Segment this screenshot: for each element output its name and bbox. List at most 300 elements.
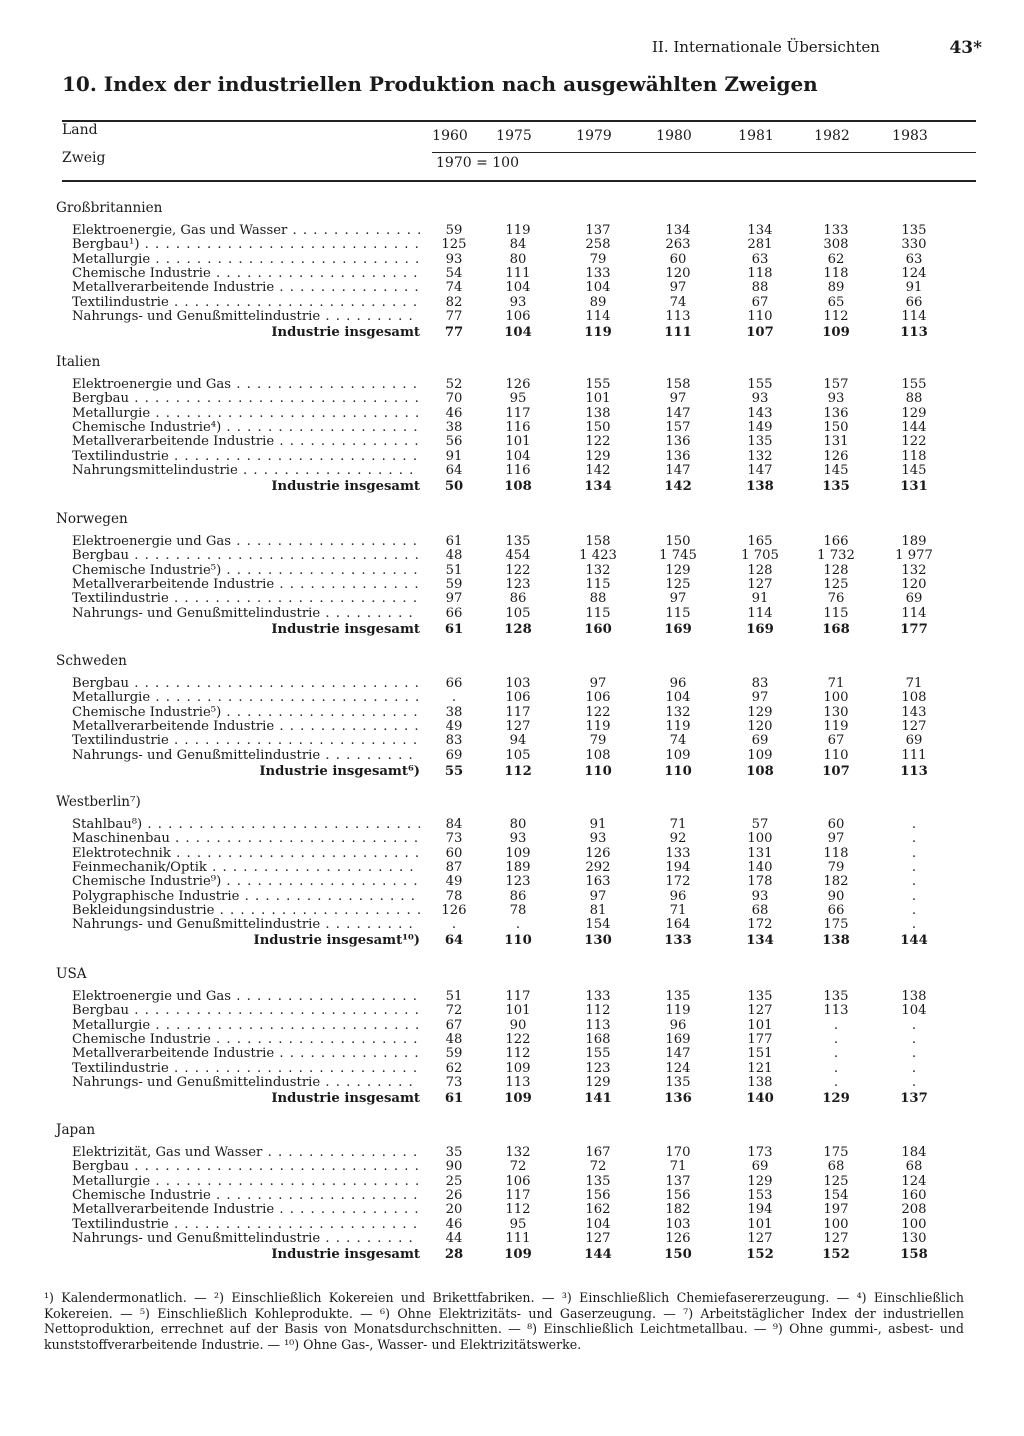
value-cell: 88 [589,591,607,607]
branch-label: Elektroenergie und Gas . . . [72,535,420,550]
branch-label: Feinmechanik/Optik . . . [72,861,420,876]
value-cell: 150 [664,1247,692,1263]
value-cell: . [451,690,457,706]
table-row [0,592,1024,607]
branch-label: Metallurgie . . . [72,1019,420,1034]
branch-label: Metallverarbeitende Industrie . . . [72,1203,420,1218]
value-cell: 119 [665,1003,691,1019]
table-row [0,1062,1024,1077]
value-cell: 128 [504,621,532,637]
value-cell: 101 [747,1216,773,1232]
top-rule [62,120,976,122]
branch-label: Elektroenergie und Gas . . . [72,378,420,393]
value-cell: 169 [664,621,692,637]
value-cell: 86 [509,888,527,904]
value-cell: 126 [505,377,531,392]
value-cell: 67 [445,1017,463,1033]
value-cell: 106 [585,690,611,706]
table-row [0,549,1024,564]
value-cell: 94 [509,733,527,749]
value-cell: 97 [445,591,463,607]
value-cell: 119 [665,718,691,734]
value-cell: 113 [585,1017,611,1033]
value-cell: 44 [445,1230,463,1246]
value-cell: 77 [444,325,464,341]
value-cell: 119 [823,718,849,734]
value-cell: 135 [585,1173,611,1189]
value-cell: 93 [445,251,463,267]
branch-label: Nahrungs- und Genußmittelindustrie . . . [72,918,420,933]
value-cell: . [911,902,917,918]
value-cell: 104 [665,690,691,706]
branch-label: Metallurgie . . . [72,407,420,422]
value-cell: 60 [445,845,463,861]
branch-label: Metallverarbeitende Industrie . . . [72,281,420,296]
value-cell: . [833,1060,839,1076]
value-cell: 308 [823,237,849,253]
value-cell: 155 [585,377,611,392]
value-cell: 28 [444,1247,464,1263]
value-cell: 130 [823,704,849,720]
footnote-text: ¹) Kalendermonatlich. — ²) Einschließlich Kokereien und Brikettfabriken. — ³) Einschließlich Chemiefasererzeugung. — ⁴) Einschließlich Kokereien. — ⁵) Einschließlich Kohleprodukte. — ⁶) Ohne Elektrizitäts- und Gaserzeugung. — ⁷) Arbeitstäglicher Index der industriellen Nettoproduktion, errechnet auf der Basis von Monatsdurchschnitten. — ⁸) Einschließlich Leichtmetallbau. — ⁹) Ohne gummi-, asbest- und kunststoffverarbeitende Industrie. — ¹⁰) Ohne Gas-, Wasser- und Elektrizitätswerke. [44,1290,964,1352]
value-cell: 117 [505,1187,531,1203]
table-row [0,918,1024,933]
value-cell: 208 [901,1202,927,1218]
value-cell: . [833,1046,839,1062]
branch-label: Bergbau¹) . . . [72,238,420,253]
value-cell: 134 [746,933,774,949]
country-name: Großbritannien [56,200,163,216]
head-bottom-rule [62,180,976,182]
value-cell: 1 977 [895,548,933,564]
value-cell: 134 [665,223,691,238]
value-cell: 93 [509,831,527,847]
value-cell: 158 [585,534,611,549]
value-cell: 135 [665,989,691,1004]
value-cell: 135 [901,223,927,238]
value-cell: 93 [827,391,845,407]
value-cell: 135 [665,1074,691,1090]
value-cell: 66 [445,605,463,621]
country-name: USA [56,966,87,982]
value-cell: 141 [584,1091,612,1107]
value-cell: 151 [747,1046,773,1062]
value-cell: 56 [445,434,463,450]
value-cell: 142 [664,479,692,495]
value-cell: 107 [822,763,850,779]
year-header: 1975 [496,128,532,144]
value-cell: 49 [445,718,463,734]
value-cell: 104 [505,448,531,464]
value-cell: 67 [827,733,845,749]
branch-label: Nahrungs- und Genußmittelindustrie . . . [72,1232,420,1247]
branch-label: Chemische Industrie⁴) . . . [72,421,420,436]
value-cell: 115 [823,605,849,621]
total-row [0,1092,1024,1107]
value-cell: 123 [505,874,531,890]
value-cell: 113 [665,308,691,324]
value-cell: 125 [665,576,691,592]
branch-label: Chemische Industrie⁵) . . . [72,706,420,721]
table-row [0,1076,1024,1091]
value-cell: 26 [445,1187,463,1203]
value-cell: 1 705 [741,548,779,564]
value-cell: 73 [445,831,463,847]
value-cell: 48 [445,548,463,564]
value-cell: 109 [665,747,691,763]
value-cell: 86 [509,591,527,607]
value-cell: 60 [669,251,687,267]
value-cell: . [833,1031,839,1047]
value-cell: 110 [584,763,612,779]
table-title: 10. Index der industriellen Produktion nach ausgewählten Zweigen [62,72,818,96]
value-cell: 104 [585,1216,611,1232]
total-label: Industrie insgesamt [271,622,420,637]
value-cell: 125 [823,1173,849,1189]
value-cell: 68 [827,1159,845,1175]
value-cell: 109 [822,325,850,341]
zweig-label: Zweig [62,150,106,166]
value-cell: . [911,1031,917,1047]
value-cell: 109 [504,1247,532,1263]
value-cell: 136 [665,434,691,450]
value-cell: 173 [747,1145,773,1160]
value-cell: 150 [665,534,691,549]
value-cell: 61 [445,534,463,549]
value-cell: 167 [585,1145,611,1160]
value-cell: 78 [509,902,527,918]
value-cell: 112 [823,308,849,324]
value-cell: 147 [665,405,691,421]
value-cell: 71 [669,817,687,832]
value-cell: 93 [509,294,527,310]
base-label: 1970 = 100 [436,155,519,171]
branch-label: Chemische Industrie⁹) . . . [72,875,420,890]
table-row [0,890,1024,905]
table-row [0,253,1024,268]
value-cell: 97 [751,690,769,706]
value-cell: 100 [823,690,849,706]
value-cell: 101 [585,391,611,407]
value-cell: 122 [585,704,611,720]
value-cell: 155 [747,377,773,392]
value-cell: 125 [823,576,849,592]
value-cell: 116 [505,419,531,435]
value-cell: 84 [445,817,463,832]
value-cell: 55 [444,763,464,779]
value-cell: 172 [747,917,773,933]
table-row [0,904,1024,919]
value-cell: 330 [901,237,927,253]
table-row [0,1175,1024,1190]
value-cell: 79 [589,733,607,749]
value-cell: . [833,1017,839,1033]
value-cell: 111 [901,747,927,763]
branch-label: Chemische Industrie⁵) . . . [72,564,420,579]
value-cell: 129 [747,1173,773,1189]
value-cell: 169 [665,1031,691,1047]
value-cell: 106 [505,690,531,706]
value-cell: 135 [747,989,773,1004]
value-cell: 108 [746,763,774,779]
total-row [0,765,1024,780]
table-row [0,734,1024,749]
value-cell: 63 [905,251,923,267]
value-cell: 91 [905,280,923,296]
value-cell: 144 [901,419,927,435]
value-cell: 127 [747,576,773,592]
value-cell: 20 [445,1202,463,1218]
value-cell: 96 [669,1017,687,1033]
value-cell: 84 [509,237,527,253]
value-cell: 108 [901,690,927,706]
value-cell: 97 [669,391,687,407]
value-cell: 152 [822,1247,850,1263]
value-cell: 160 [901,1187,927,1203]
value-cell: 109 [504,1091,532,1107]
value-cell: 137 [900,1091,928,1107]
table-row [0,435,1024,450]
value-cell: 129 [585,448,611,464]
value-cell: 123 [505,576,531,592]
value-cell: . [911,917,917,933]
value-cell: 125 [441,237,467,253]
table-row [0,1218,1024,1233]
value-cell: 168 [822,621,850,637]
value-cell: 97 [827,831,845,847]
total-row [0,1248,1024,1263]
value-cell: 69 [751,1159,769,1175]
value-cell: 74 [669,733,687,749]
value-cell: 117 [505,989,531,1004]
value-cell: 61 [444,621,464,637]
value-cell: 145 [823,462,849,478]
value-cell: 147 [665,1046,691,1062]
table-row [0,1004,1024,1019]
value-cell: 135 [823,989,849,1004]
table-row [0,407,1024,422]
value-cell: 149 [747,419,773,435]
value-cell: 132 [665,704,691,720]
value-cell: 97 [589,888,607,904]
value-cell: 138 [746,479,774,495]
value-cell: 163 [585,874,611,890]
value-cell: 1 732 [817,548,855,564]
value-cell: 112 [504,763,532,779]
value-cell: 71 [669,1159,687,1175]
value-cell: 124 [901,265,927,281]
value-cell: 119 [505,223,531,238]
value-cell: 93 [751,391,769,407]
value-cell: 118 [747,265,773,281]
value-cell: 68 [751,902,769,918]
value-cell: 80 [509,817,527,832]
value-cell: 93 [589,831,607,847]
value-cell: 114 [585,308,611,324]
branch-label: Chemische Industrie . . . [72,1033,420,1048]
value-cell: 67 [751,294,769,310]
value-cell: 138 [822,933,850,949]
value-cell: 127 [585,1230,611,1246]
table-row [0,1019,1024,1034]
total-row [0,326,1024,341]
table-row [0,1047,1024,1062]
value-cell: 83 [751,676,769,691]
value-cell: 64 [444,933,464,949]
value-cell: 122 [505,562,531,578]
value-cell: 50 [444,479,464,495]
value-cell: 132 [505,1145,531,1160]
value-cell: 88 [751,280,769,296]
value-cell: 110 [664,763,692,779]
value-cell: 131 [747,845,773,861]
table-row [0,1232,1024,1247]
value-cell: . [911,831,917,847]
value-cell: 107 [746,325,774,341]
value-cell: 111 [505,265,531,281]
value-cell: 120 [901,576,927,592]
value-cell: 128 [747,562,773,578]
value-cell: 165 [747,534,773,549]
value-cell: 71 [905,676,923,691]
branch-label: Metallverarbeitende Industrie . . . [72,435,420,450]
value-cell: 89 [589,294,607,310]
value-cell: 258 [585,237,611,253]
value-cell: 63 [751,251,769,267]
value-cell: 110 [747,308,773,324]
value-cell: 115 [585,576,611,592]
value-cell: 93 [751,888,769,904]
value-cell: 106 [505,1173,531,1189]
value-cell: 130 [584,933,612,949]
value-cell: 156 [665,1187,691,1203]
branch-label: Textilindustrie . . . [72,450,420,465]
value-cell: 113 [900,763,928,779]
value-cell: 292 [585,859,611,875]
total-row [0,934,1024,949]
value-cell: 127 [747,1230,773,1246]
value-cell: 89 [827,280,845,296]
branch-label: Nahrungsmittelindustrie . . . [72,464,420,479]
value-cell: 133 [585,989,611,1004]
value-cell: 134 [584,479,612,495]
value-cell: 91 [445,448,463,464]
value-cell: 170 [665,1145,691,1160]
table-row [0,706,1024,721]
value-cell: 64 [445,462,463,478]
value-cell: 74 [669,294,687,310]
total-label: Industrie insgesamt¹⁰) [253,934,420,949]
value-cell: 49 [445,874,463,890]
value-cell: 1 745 [659,548,697,564]
value-cell: 105 [505,747,531,763]
value-cell: 25 [445,1173,463,1189]
value-cell: 126 [823,448,849,464]
value-cell: 127 [747,1003,773,1019]
value-cell: . [911,1017,917,1033]
branch-label: Metallverarbeitende Industrie . . . [72,1047,420,1062]
value-cell: 118 [901,448,927,464]
branch-label: Bekleidungsindustrie . . . [72,904,420,919]
branch-label: Nahrungs- und Genußmittelindustrie . . . [72,1076,420,1091]
table-row [0,464,1024,479]
value-cell: . [911,888,917,904]
value-cell: 154 [823,1187,849,1203]
value-cell: 124 [901,1173,927,1189]
table-row [0,392,1024,407]
table-row [0,310,1024,325]
value-cell: 162 [585,1202,611,1218]
table-row [0,296,1024,311]
value-cell: 115 [665,605,691,621]
value-cell: 137 [665,1173,691,1189]
value-cell: . [911,874,917,890]
value-cell: 97 [669,280,687,296]
value-cell: 77 [445,308,463,324]
branch-label: Metallurgie . . . [72,253,420,268]
value-cell: 172 [665,874,691,890]
value-cell: 119 [585,718,611,734]
total-label: Industrie insgesamt [271,1248,420,1263]
branch-label: Nahrungs- und Genußmittelindustrie . . . [72,749,420,764]
value-cell: 51 [445,562,463,578]
value-cell: 104 [504,325,532,341]
total-label: Industrie insgesamt [271,326,420,341]
branch-label: Metallurgie . . . [72,1175,420,1190]
value-cell: 129 [822,1091,850,1107]
value-cell: 72 [445,1003,463,1019]
value-cell: 131 [823,434,849,450]
value-cell: 153 [747,1187,773,1203]
value-cell: 178 [747,874,773,890]
value-cell: 113 [823,1003,849,1019]
value-cell: 72 [589,1159,607,1175]
value-cell: 177 [900,621,928,637]
value-cell: 135 [822,479,850,495]
value-cell: 127 [505,718,531,734]
value-cell: 184 [901,1145,927,1160]
branch-label: Elektrizität, Gas und Wasser . . . [72,1146,420,1161]
value-cell: 96 [669,676,687,691]
value-cell: 65 [827,294,845,310]
value-cell: 132 [901,562,927,578]
value-cell: 135 [747,434,773,450]
value-cell: 126 [441,902,467,918]
table-row [0,238,1024,253]
value-cell: 69 [905,733,923,749]
value-cell: 112 [505,1202,531,1218]
value-cell: 127 [901,718,927,734]
country-name: Norwegen [56,511,128,527]
value-cell: 147 [665,462,691,478]
value-cell: 38 [445,419,463,435]
value-cell: 68 [905,1159,923,1175]
value-cell: 111 [664,325,692,341]
table-row [0,1203,1024,1218]
value-cell: 158 [665,377,691,392]
table-row [0,691,1024,706]
value-cell: 73 [445,1074,463,1090]
country-name: Westberlin⁷) [56,794,141,810]
table-row [0,607,1024,622]
value-cell: 59 [445,1046,463,1062]
year-header: 1979 [576,128,612,144]
country-name: Schweden [56,653,127,669]
value-cell: 92 [669,831,687,847]
year-rule [432,152,976,153]
value-cell: 137 [585,223,611,238]
branch-label: Polygraphische Industrie . . . [72,890,420,905]
